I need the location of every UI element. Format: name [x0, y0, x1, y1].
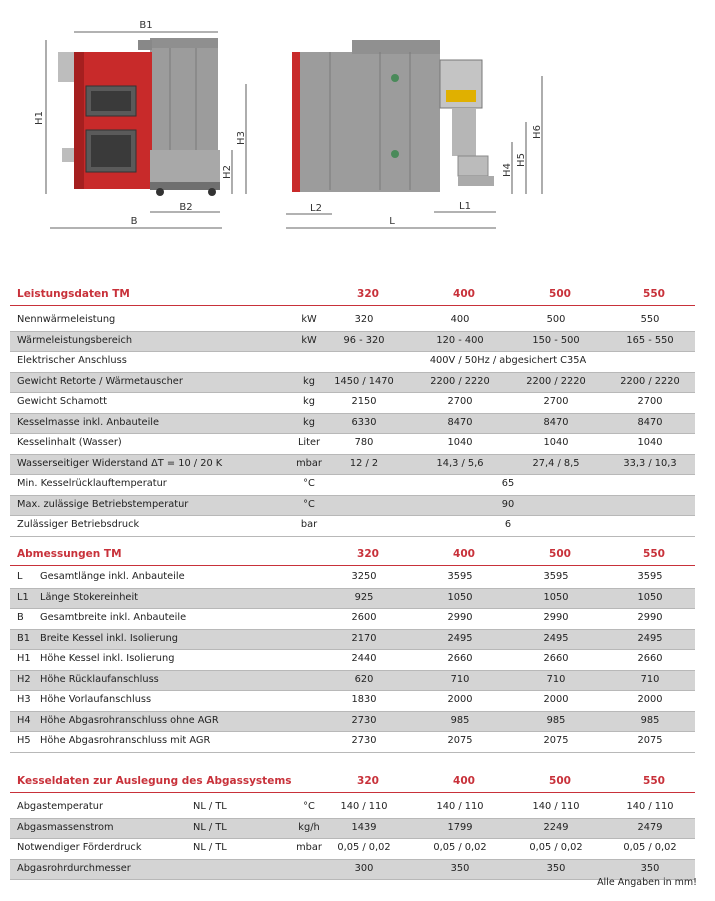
table-abgassystem: [10, 772, 695, 880]
row-value: 2170: [351, 632, 377, 644]
column-header: 550: [643, 775, 665, 787]
row-value: 2495: [637, 632, 663, 644]
row-unit: kW: [301, 314, 317, 325]
row-label: Gesamtbreite inkl. Anbauteile: [40, 612, 187, 623]
row-value: 550: [640, 314, 660, 325]
row-value: 350: [546, 862, 566, 874]
row-value: 2730: [351, 735, 377, 746]
row-value: 1040: [447, 437, 473, 448]
table-row: [10, 732, 695, 753]
row-condition: NL / TL: [193, 801, 227, 812]
row-value: 1799: [447, 821, 473, 833]
row-label: Notwendiger Förderdruck: [17, 842, 142, 853]
table-row: [10, 589, 695, 610]
row-value: 8470: [543, 416, 569, 428]
table-row: [10, 455, 695, 476]
label-h3: H3: [236, 131, 247, 145]
row-value: 2200 / 2220: [430, 375, 490, 387]
boiler-dimension-diagram: [0, 0, 715, 260]
table-row: [10, 568, 695, 589]
row-code: H5: [17, 735, 31, 746]
row-label: Max. zulässige Betriebstemperatur: [17, 498, 189, 510]
table-abmessungen: [10, 545, 695, 753]
table-row: [10, 434, 695, 455]
row-value: 14,3 / 5,6: [436, 457, 484, 469]
column-header: 500: [549, 775, 571, 787]
footnote: Alle Angaben in mm!: [597, 877, 697, 888]
row-label: Kesselinhalt (Wasser): [17, 437, 122, 448]
column-header: 320: [357, 775, 379, 787]
row-unit: kW: [301, 334, 317, 346]
table-row: [10, 414, 695, 435]
row-value: 1050: [543, 591, 569, 603]
row-value: 1450 / 1470: [334, 375, 394, 387]
row-unit: bar: [300, 519, 318, 530]
table-row: [10, 819, 695, 840]
label-l2: L2: [310, 203, 322, 214]
row-value: 2730: [351, 714, 377, 726]
row-value: 2249: [543, 821, 569, 833]
row-value: 400V / 50Hz / abgesichert C35A: [429, 355, 587, 366]
row-unit: kg: [303, 375, 315, 387]
column-header: 400: [453, 288, 475, 300]
row-value: 33,3 / 10,3: [623, 457, 677, 469]
row-unit: kg: [303, 416, 315, 428]
row-code: H2: [17, 673, 31, 685]
row-value: 2075: [637, 735, 663, 746]
row-value: 2000: [637, 694, 663, 705]
table-row: [10, 475, 695, 496]
table-row: [10, 393, 695, 414]
row-value: 120 - 400: [436, 334, 484, 346]
row-value: 2660: [543, 653, 569, 664]
row-value: 985: [640, 714, 660, 726]
row-value: 2495: [543, 632, 569, 644]
row-value: 0,05 / 0,02: [337, 842, 391, 853]
row-label: Höhe Kessel inkl. Isolierung: [40, 653, 175, 664]
label-h5: H5: [516, 153, 527, 167]
section-header: [10, 545, 695, 566]
row-label: Höhe Abgasrohranschluss ohne AGR: [40, 714, 219, 726]
row-value: 400: [450, 314, 470, 325]
row-value: 8470: [637, 416, 663, 428]
table-row: [10, 332, 695, 353]
row-value: 2495: [447, 632, 473, 644]
row-value: 2990: [543, 612, 569, 623]
row-value: 90: [501, 498, 515, 510]
column-header: 550: [643, 288, 665, 300]
row-value: 1040: [543, 437, 569, 448]
row-label: Wasserseitiger Widerstand ΔT = 10 / 20 K: [17, 457, 223, 469]
row-value: 350: [450, 862, 470, 874]
row-label: Gewicht Schamott: [17, 396, 107, 407]
table-row: [10, 691, 695, 712]
column-header: 400: [453, 775, 475, 787]
row-value: 2990: [637, 612, 663, 623]
row-code: H1: [17, 653, 31, 664]
table-row: [10, 496, 695, 517]
row-value: 140 / 110: [340, 801, 388, 812]
row-value: 2000: [447, 694, 473, 705]
row-code: B: [17, 612, 24, 623]
table-row: [10, 373, 695, 394]
row-label: Min. Kesselrücklauftemperatur: [17, 478, 167, 489]
section-title: Abmessungen TM: [17, 548, 122, 560]
table-row: [10, 352, 695, 373]
row-value: 710: [640, 673, 660, 685]
column-header: 320: [357, 288, 379, 300]
row-value: 710: [546, 673, 566, 685]
row-value: 2600: [351, 612, 377, 623]
row-unit: mbar: [296, 457, 322, 469]
label-l1: L1: [459, 201, 471, 212]
label-b1: B1: [139, 20, 153, 31]
row-value: 2700: [637, 396, 663, 407]
row-value: 65: [501, 478, 515, 489]
table-row: [10, 609, 695, 630]
row-label: Elektrischer Anschluss: [17, 355, 127, 366]
row-value: 1439: [351, 821, 377, 833]
row-value: 27,4 / 8,5: [532, 457, 580, 469]
section-title: Kesseldaten zur Auslegung des Abgassystems: [17, 775, 292, 787]
row-value: 2700: [543, 396, 569, 407]
row-unit: °C: [303, 478, 315, 489]
row-value: 0,05 / 0,02: [623, 842, 677, 853]
row-label: Abgasrohrdurchmesser: [17, 862, 131, 874]
row-value: 3250: [351, 571, 377, 582]
row-value: 620: [354, 673, 374, 685]
row-value: 2000: [543, 694, 569, 705]
row-value: 96 - 320: [343, 334, 385, 346]
label-b2: B2: [179, 202, 193, 213]
table-row: [10, 712, 695, 733]
row-value: 2440: [351, 653, 377, 664]
row-label: Breite Kessel inkl. Isolierung: [40, 632, 178, 644]
section-title: Leistungsdaten TM: [17, 288, 130, 300]
column-header: 550: [643, 548, 665, 560]
row-value: 8470: [447, 416, 473, 428]
row-unit: °C: [303, 498, 315, 510]
column-header: 500: [549, 288, 571, 300]
table-row: [10, 671, 695, 692]
front-view: [34, 20, 247, 228]
row-label: Abgastemperatur: [17, 801, 104, 812]
table-row: [10, 860, 695, 881]
row-value: 2075: [543, 735, 569, 746]
row-label: Gewicht Retorte / Wärmetauscher: [17, 375, 183, 387]
label-l: L: [389, 216, 395, 227]
label-b: B: [130, 216, 138, 227]
row-unit: kg: [303, 396, 315, 407]
label-h4: H4: [502, 163, 513, 177]
row-label: Abgasmassenstrom: [17, 821, 114, 833]
row-value: 140 / 110: [626, 801, 674, 812]
table-row: [10, 650, 695, 671]
row-value: 780: [354, 437, 374, 448]
row-value: 1050: [447, 591, 473, 603]
row-value: 2990: [447, 612, 473, 623]
table-row: [10, 798, 695, 819]
row-code: H3: [17, 694, 31, 705]
section-header: [10, 285, 695, 306]
row-label: Nennwärmeleistung: [17, 314, 116, 325]
row-label: Höhe Vorlaufanschluss: [40, 694, 152, 705]
row-label: Gesamtlänge inkl. Anbauteile: [40, 571, 185, 582]
table-row: [10, 839, 695, 860]
row-value: 1830: [351, 694, 377, 705]
row-value: 350: [640, 862, 660, 874]
row-value: 3595: [543, 571, 569, 582]
row-value: 1040: [637, 437, 663, 448]
column-header: 400: [453, 548, 475, 560]
column-header: 500: [549, 548, 571, 560]
row-value: 985: [546, 714, 566, 726]
label-h2: H2: [222, 165, 233, 179]
column-header: 320: [357, 548, 379, 560]
row-value: 6330: [351, 416, 377, 428]
row-value: 0,05 / 0,02: [433, 842, 487, 853]
row-code: B1: [17, 632, 30, 644]
row-label: Zulässiger Betriebsdruck: [17, 519, 140, 530]
row-value: 2200 / 2220: [620, 375, 680, 387]
table-row: [10, 516, 695, 537]
row-value: 2075: [447, 735, 473, 746]
row-label: Länge Stokereinheit: [40, 591, 139, 603]
table-row: [10, 630, 695, 651]
row-code: L1: [17, 591, 29, 603]
side-view: [286, 40, 543, 228]
row-value: 500: [546, 314, 566, 325]
row-value: 2660: [447, 653, 473, 664]
row-unit: kg/h: [298, 821, 320, 833]
row-unit: mbar: [296, 842, 322, 853]
row-label: Höhe Abgasrohranschluss mit AGR: [40, 735, 211, 746]
table-row: [10, 311, 695, 332]
row-value: 2479: [637, 821, 663, 833]
row-value: 2660: [637, 653, 663, 664]
row-label: Wärmeleistungsbereich: [17, 334, 133, 346]
row-value: 3595: [637, 571, 663, 582]
row-unit: °C: [303, 801, 315, 812]
row-value: 925: [354, 591, 374, 603]
label-h6: H6: [532, 125, 543, 139]
row-value: 0,05 / 0,02: [529, 842, 583, 853]
row-value: 710: [450, 673, 470, 685]
row-value: 2700: [447, 396, 473, 407]
row-value: 165 - 550: [626, 334, 674, 346]
row-value: 3595: [447, 571, 473, 582]
row-value: 2200 / 2220: [526, 375, 586, 387]
row-value: 140 / 110: [532, 801, 580, 812]
table-leistungsdaten: [10, 285, 695, 537]
row-value: 140 / 110: [436, 801, 484, 812]
row-value: 150 - 500: [532, 334, 580, 346]
row-condition: NL / TL: [193, 842, 227, 853]
row-value: 985: [450, 714, 470, 726]
row-label: Höhe Rücklaufanschluss: [40, 673, 159, 685]
row-value: 1050: [637, 591, 663, 603]
row-code: L: [17, 571, 23, 582]
row-value: 2150: [351, 396, 377, 407]
row-value: 12 / 2: [349, 457, 379, 469]
section-header: [10, 772, 695, 793]
row-code: H4: [17, 714, 31, 726]
row-value: 300: [354, 862, 374, 874]
row-unit: Liter: [297, 437, 321, 448]
label-h1: H1: [34, 111, 45, 125]
row-value: 6: [504, 519, 512, 530]
row-value: 320: [354, 314, 374, 325]
row-condition: NL / TL: [193, 821, 227, 833]
row-label: Kesselmasse inkl. Anbauteile: [17, 416, 160, 428]
